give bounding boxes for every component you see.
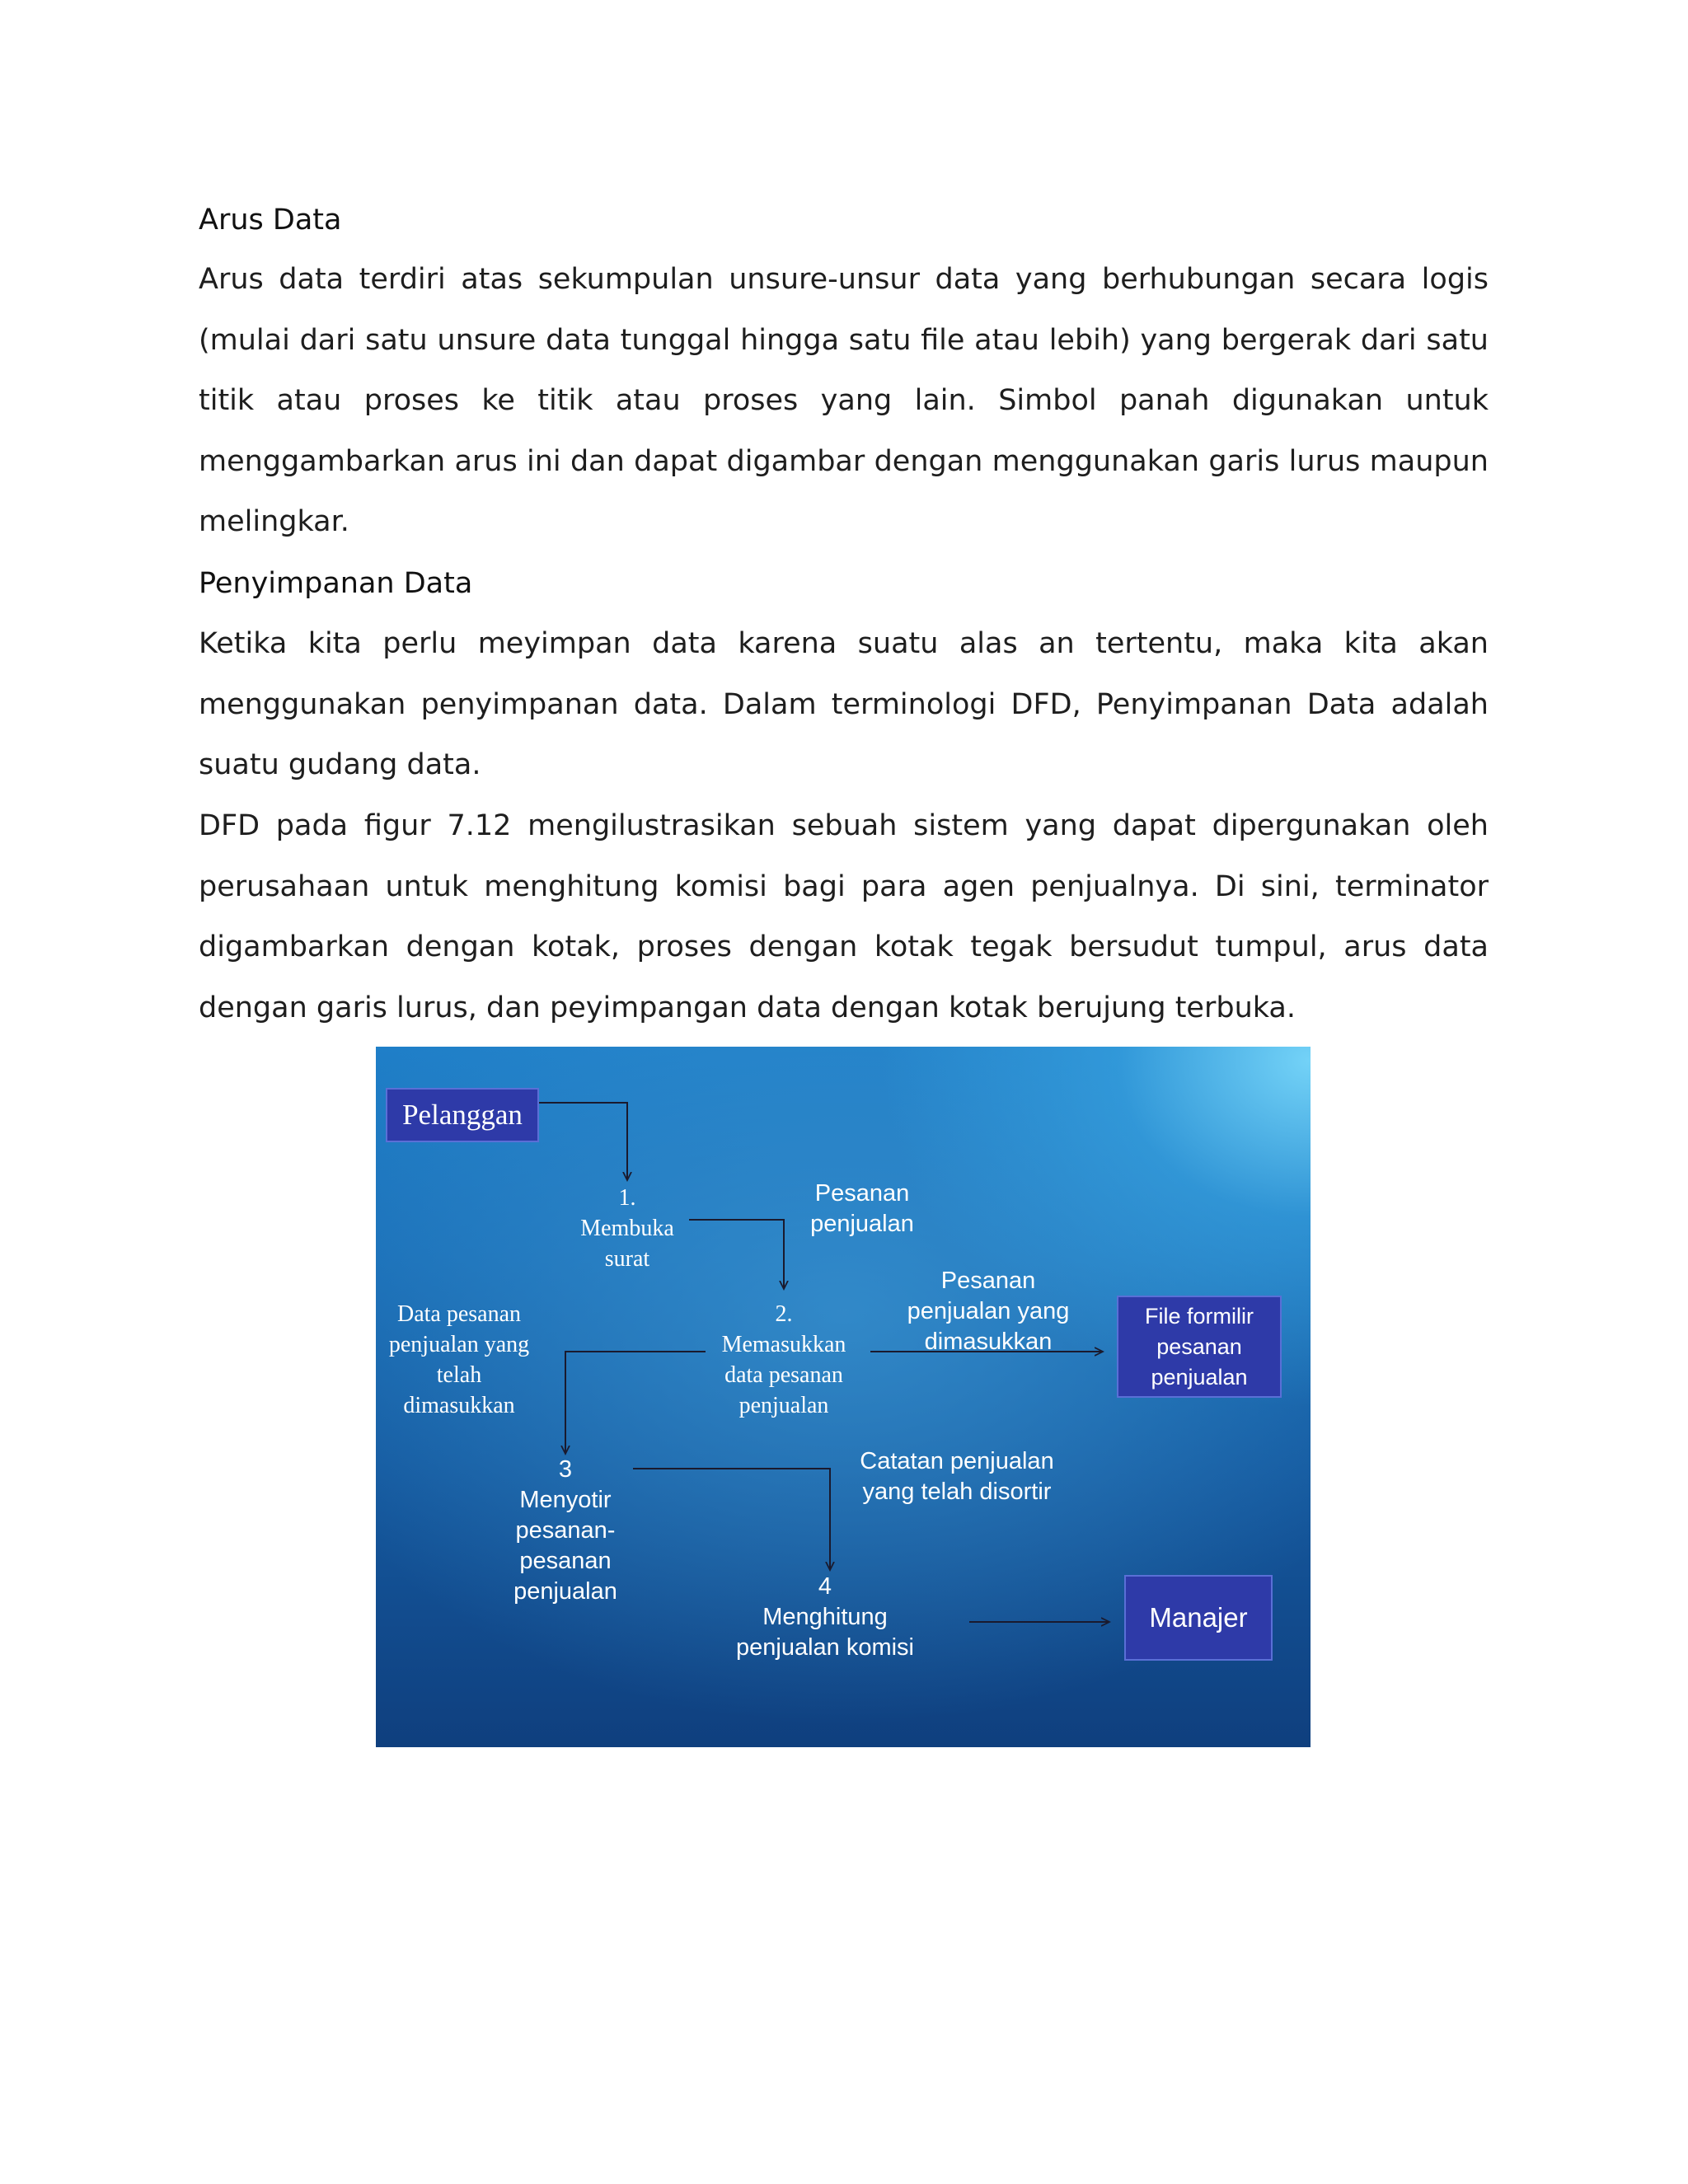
pelanggan-label: Pelanggan xyxy=(402,1099,523,1131)
arrow-proc3-to-proc4 xyxy=(633,1469,830,1570)
manajer-label: Manajer xyxy=(1149,1602,1248,1633)
paragraph-penyimpanan-data: Ketika kita perlu meyimpan data karena suatu alas an tertentu, maka kita akan menggunakan penyimpanan data. Dalam terminologi DFD, Penyimpanan Data adalah suatu gudang data. xyxy=(199,627,1489,781)
terminator-manajer xyxy=(1124,1575,1273,1661)
paragraph-arus-data: Arus data terdiri atas sekumpulan unsure-unsur data yang berhubungan secara logis (mulai dari satu unsure data tunggal hingga satu file atau lebih) yang bergerak dari satu titik atau proses ke titik atau proses yang lain. Simbol panah digunakan untuk menggambarkan arus ini dan dapat digambar dengan menggunakan garis lurus maupun melingkar. xyxy=(199,263,1489,538)
paragraph-dfd-description: DFD pada figur 7.12 mengilustrasikan sebuah sistem yang dapat dipergunakan oleh perusahaan untuk menghitung komisi bagi para agen penjualnya. Di sini, terminator digambarkan dengan kotak, proses dengan kotak tegak bersudut tumpul, arus data dengan garis lurus, dan peyimpangan data dengan kotak berujung terbuka. xyxy=(199,809,1489,1024)
arrow-proc1-to-proc2 xyxy=(689,1220,784,1289)
process-2: 2. Memasukkan data pesanan penjualan xyxy=(721,1301,846,1418)
flow-pesanan-penjualan: Pesanan penjualan xyxy=(810,1180,914,1237)
file-formilir-label: File formilir pesanan penjualan xyxy=(1145,1303,1254,1390)
process-1: 1. Membuka surat xyxy=(580,1185,674,1272)
flow-pesanan-dimasukkan: Pesanan penjualan yang dimasukkan xyxy=(907,1268,1070,1355)
flow-catatan-penjualan: Catatan penjualan yang telah disortir xyxy=(860,1448,1054,1505)
data-store-file-formilir xyxy=(1117,1296,1282,1398)
arrow-pelanggan-to-proc1 xyxy=(537,1103,627,1180)
terminator-pelanggan xyxy=(386,1088,539,1142)
arrow-proc2-to-proc3 xyxy=(565,1352,706,1454)
process-4: 4 Menghitung penjualan komisi xyxy=(735,1573,914,1661)
section-title-penyimpanan-data: Penyimpanan Data xyxy=(199,567,473,600)
process-3: 3 Menyotir pesanan- pesanan penjualan xyxy=(513,1456,617,1605)
flow-data-pesanan-dimasukkan: Data pesanan penjualan yang telah dimasukkan xyxy=(388,1301,530,1418)
section-title-arus-data: Arus Data xyxy=(199,204,342,237)
dfd-figure xyxy=(376,1047,1311,1747)
